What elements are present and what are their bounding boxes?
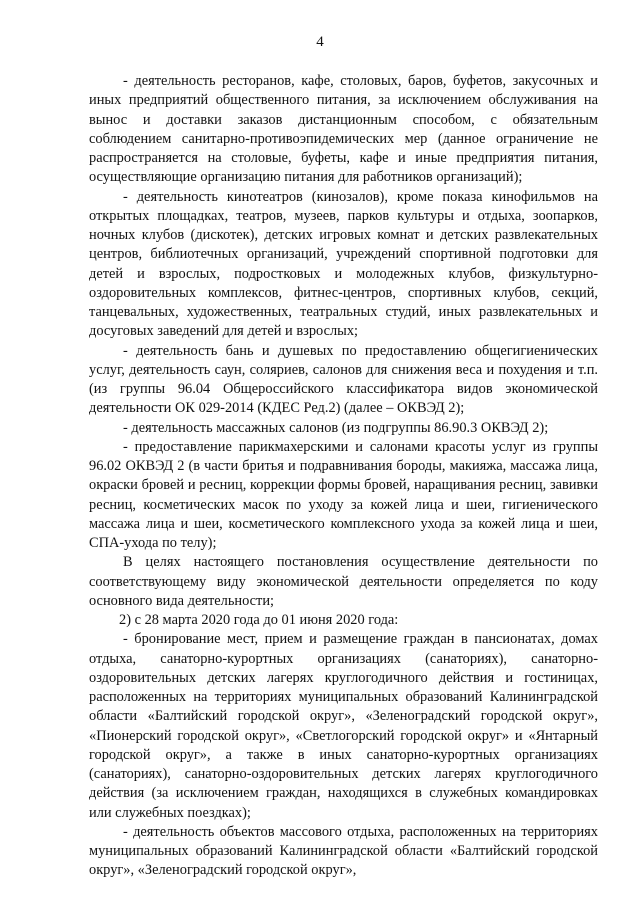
document-body [89, 72, 598, 881]
paragraph-booking: - бронирование мест, прием и размещение граждан в пансионатах, домах отдыха, санаторно-курортных организациях (санаториях), санаторно-оздоровительных детских лагерях круглогодичного действия и гостиницах, расположенных на территориях муниципальных образований Калининградской области «Балтийский городской округ», «Зеленоградский городской округ», «Пионерский городской округ», «Светлогорский городской округ» и «Янтарный городской округ», а также в иных санаторно-курортных организациях (санаториях), санаторно-оздоровительных детских лагерях круглогодичного действия (за исключением граждан, находящихся в служебных командировках или служебных поездках); [89, 631, 598, 821]
paragraph-item-2: 2) с 28 марта 2020 года до 01 июня 2020 года: [119, 612, 399, 628]
paragraph-baths: - деятельность бань и душевых по предоставлению общегигиенических услуг, деятельность саун, соляриев, салонов для снижения веса и похудения и т.п. (из группы 96.04 Общероссийского классификатора видов экономической деятельности ОК 029-2014 (КДЕС Ред.2) (далее – ОКВЭД 2); [89, 342, 598, 417]
paragraph-restaurants: - деятельность ресторанов, кафе, столовых, баров, буфетов, закусочных и иных предприятий общественного питания, за исключением обслуживания на вынос и доставки заказов дистанционным способом, с обязательным соблюдением санитарно-противоэпидемических мер (данное ограничение не распространяется на столовые, буфеты, кафе и иные предприятия питания, осуществляющие организацию питания для работников организаций); [89, 73, 598, 186]
paragraph-purpose: В целях настоящего постановления осуществление деятельности по соответствующему виду экономической деятельности определяется по коду основного вида деятельности; [89, 554, 598, 609]
paragraph-hairdressers: - предоставление парикмахерскими и салонами красоты услуг из группы 96.02 ОКВЭД 2 (в части бритья и подравнивания бороды, макияжа, массажа лица, окраски бровей и ресниц, коррекции формы бровей, наращивания ресниц, завивки ресниц, косметических масок по уходу за кожей лица и шеи, гигиенического массажа лица и шеи, косметического комплексного ухода за кожей лица и шеи, СПА-ухода по телу); [89, 438, 598, 551]
paragraph-mass-recreation: - деятельность объектов массового отдыха, расположенных на территориях муниципальных образований Калининградской области «Балтийский городской округ», «Зеленоградский городской округ», [89, 823, 598, 879]
paragraph-cinemas: - деятельность кинотеатров (кинозалов), кроме показа кинофильмов на открытых площадках, театров, музеев, парков культуры и отдыха, зоопарков, ночных клубов (дискотек), детских игровых комнат и детских развлекательных центров, библиотечных организаций, учреждений спортивной подготовки для детей и взрослых, подростковых и молодежных клубов, физкультурно-оздоровительных комплексов, фитнес-центров, спортивных клубов, секций, танцевальных, художественных, театральных студий, иных развлекательных и досуговых заведений для детей и взрослых; [89, 188, 598, 340]
paragraph-massage: - деятельность массажных салонов (из подгруппы 86.90.3 ОКВЭД 2); [123, 419, 549, 436]
page-number: 4 [316, 34, 324, 50]
